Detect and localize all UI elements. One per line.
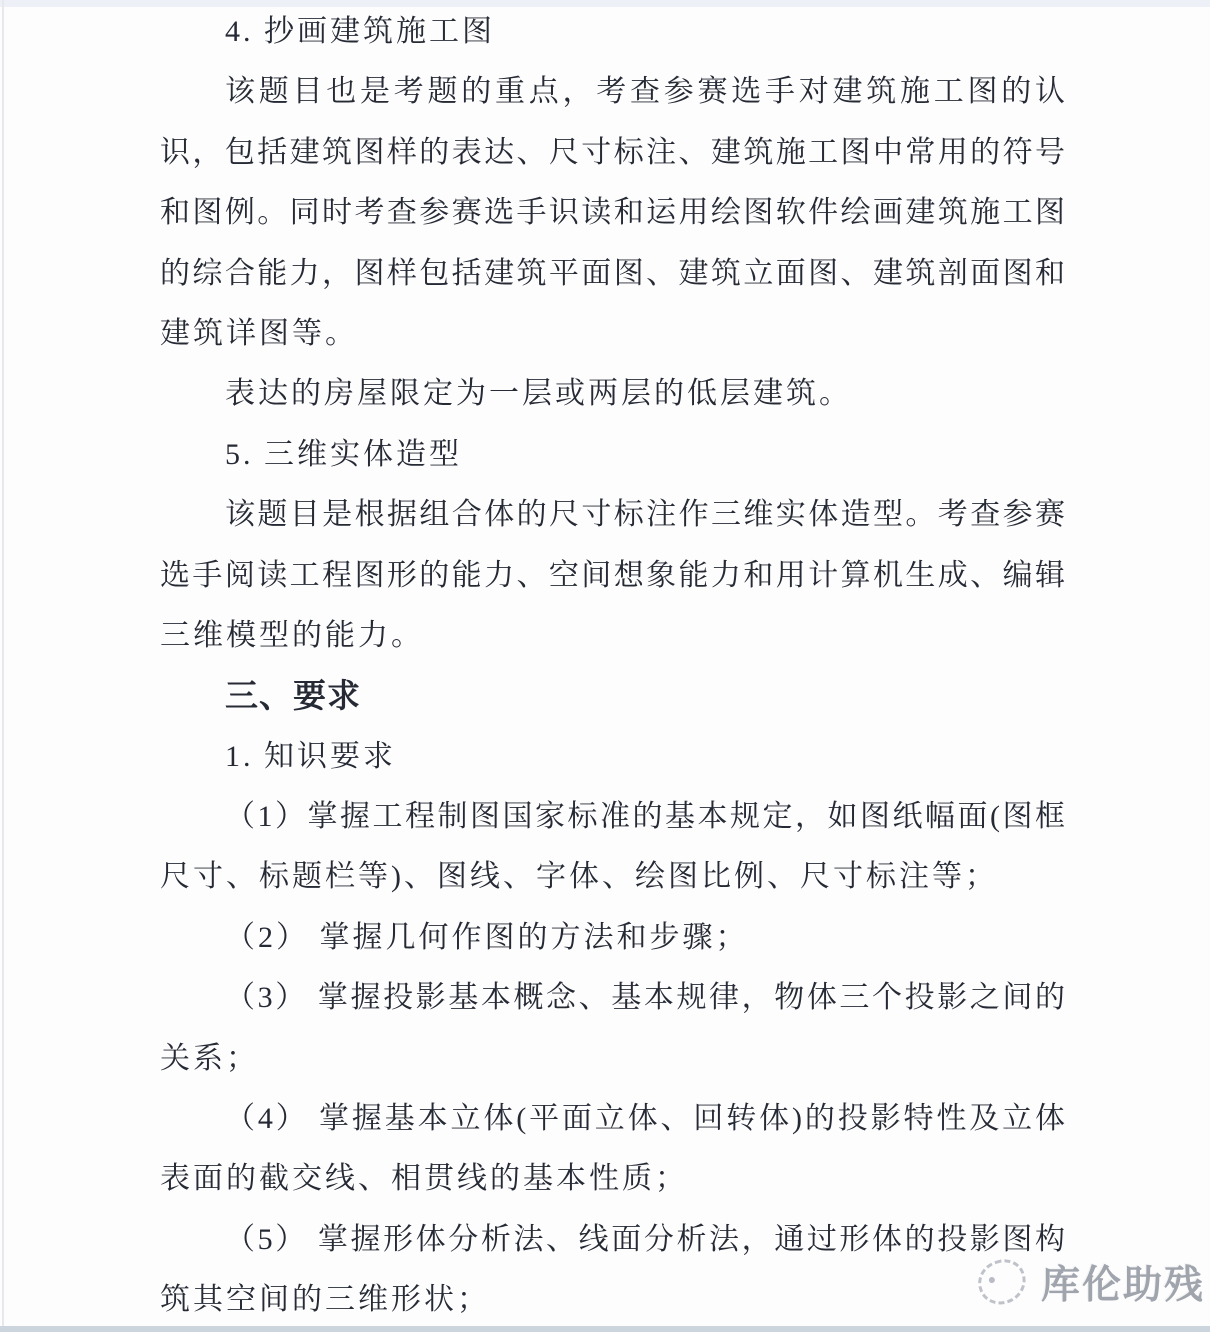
watermark: [978, 1254, 1205, 1310]
text-line: （5） 掌握形体分析法、线面分析法，通过形体的投影图构: [225, 1222, 1065, 1256]
document-body: [160, 2, 1065, 1331]
text-line: 识，包括建筑图样的表达、尺寸标注、建筑施工图中常用的符号: [160, 135, 1065, 169]
text-line: 1. 知识要求: [225, 739, 396, 773]
left-edge-rule: [2, 0, 4, 1332]
watermark-text: 库伦助残: [1041, 1264, 1206, 1307]
text-line: 5. 三维实体造型: [225, 437, 462, 471]
text-line: 该题目是根据组合体的尺寸标注作三维实体造型。考查参赛: [225, 498, 1065, 532]
text-line: （3） 掌握投影基本概念、基本规律，物体三个投影之间的: [225, 981, 1065, 1015]
text-line: 和图例。同时考查参赛选手识读和运用绘图软件绘画建筑施工图: [160, 196, 1065, 230]
bottom-edge-strip: [0, 1326, 1210, 1332]
text-line: 的综合能力，图样包括建筑平面图、建筑立面图、建筑剖面图和: [160, 256, 1065, 290]
kulun-logo-icon: [972, 1254, 1031, 1311]
text-line: 该题目也是考题的重点，考查参赛选手对建筑施工图的认: [225, 75, 1065, 109]
text-line: 表面的截交线、相贯线的基本性质；: [160, 1162, 688, 1196]
text-line: 筑其空间的三维形状；: [160, 1283, 490, 1317]
text-line: （4） 掌握基本立体(平面立体、回转体)的投影特性及立体: [225, 1102, 1065, 1136]
text-line: 建筑详图等。: [160, 316, 358, 350]
text-line: 关系；: [160, 1041, 259, 1075]
text-line: （1）掌握工程制图国家标准的基本规定，如图纸幅面(图框: [225, 800, 1065, 834]
text-line: 4. 抄画建筑施工图: [225, 15, 495, 48]
text-line: 尺寸、标题栏等)、图线、字体、绘图比例、尺寸标注等；: [160, 860, 998, 894]
text-line: 三维模型的能力。: [160, 618, 424, 652]
section-heading: 三、要求: [225, 677, 361, 715]
text-line: 选手阅读工程图形的能力、空间想象能力和用计算机生成、编辑: [160, 558, 1065, 592]
text-line: 表达的房屋限定为一层或两层的低层建筑。: [225, 377, 852, 411]
text-line: （2） 掌握几何作图的方法和步骤；: [225, 920, 749, 954]
